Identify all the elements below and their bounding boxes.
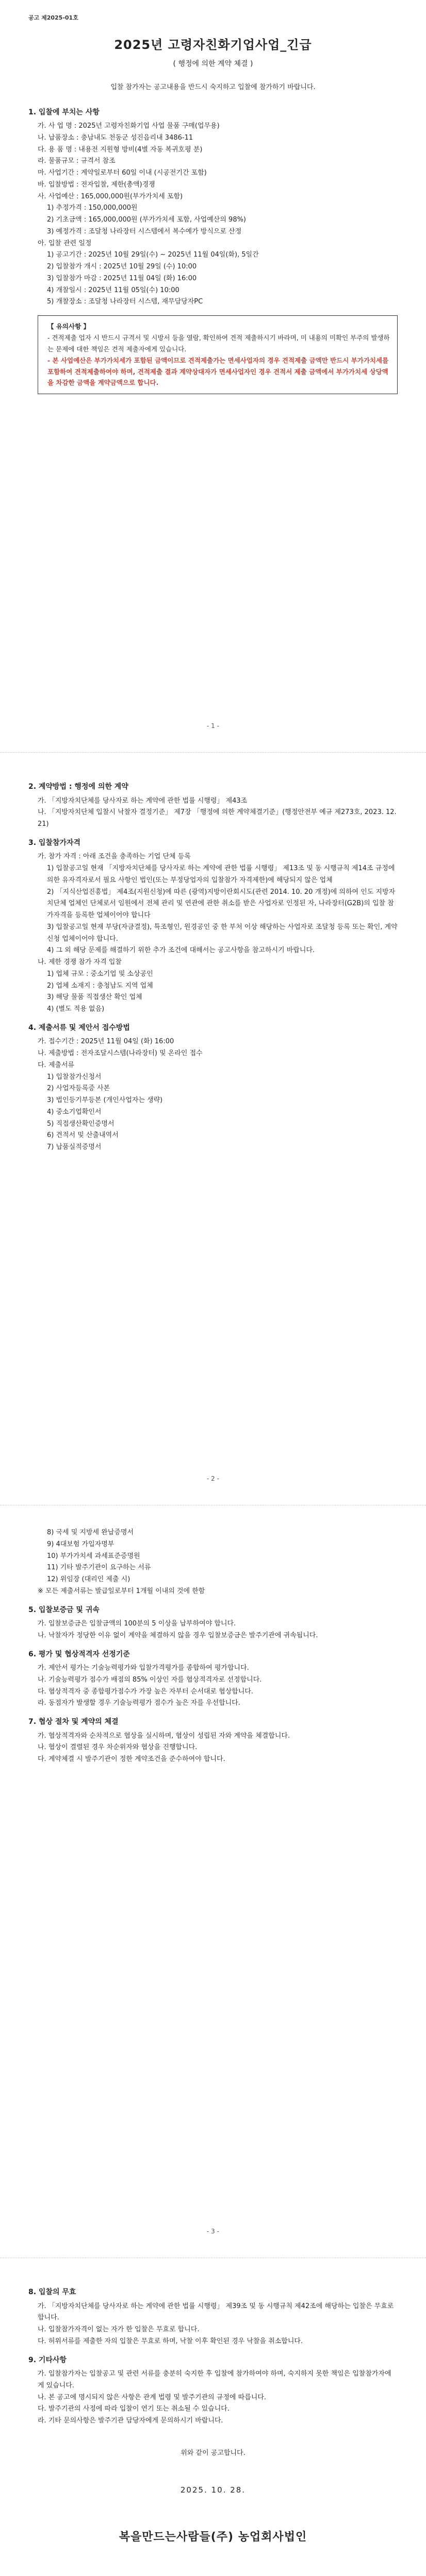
list-item: 사. 사업예산 : 165,000,000원(부가가치세 포함) — [38, 192, 183, 200]
section-title: 6. 평가 및 협상적격자 선정기준 — [28, 1650, 130, 1658]
list-item: 3) 해당 물품 직접생산 확인 업체 — [47, 993, 142, 1002]
list-item: 바. 입찰방법 : 전자입찰, 제한(총액)경쟁 — [38, 180, 155, 189]
list-item: 4) 중소기업확인서 — [47, 1108, 102, 1116]
closing-text: 위와 같이 공고합니다. — [181, 2449, 245, 2457]
list-item: 가. 참가 자격 : 아래 조건을 충족하는 기업 단체 등록 — [38, 853, 191, 861]
list-item: 4) 개찰일시 : 2025년 11월 05일(수) 10:00 — [47, 286, 179, 294]
list-item: 가. 협상적격자와 순차적으로 협상을 실시하며, 협상이 성립된 자와 계약을 체결합니다. — [38, 1732, 290, 1740]
list-item: 가. 사 업 명 : 2025년 고령자친화기업 사업 물품 구매(업무용) — [38, 122, 220, 130]
list-item: 라. 물품규모 : 규격서 참조 — [38, 157, 116, 165]
list-item: 5) 개찰장소 : 조달청 나라장터 시스템, 재무담당자PC — [47, 298, 203, 306]
page-4 — [0, 2258, 426, 2576]
list-item: 나. 납품장소 : 충남내도 천동군 성진읍리내 3486-11 — [38, 133, 193, 142]
list-item: 4) 그 외 해당 문제를 해결하기 위한 추가 조건에 대해서는 공고사항을 참고하시기 바랍니다. — [47, 946, 315, 955]
list-item: 8) 국세 및 지방세 완납증명서 — [47, 1529, 134, 1536]
list-item: 다. 제출서류 — [38, 1061, 75, 1069]
list-item: 7) 납품실적증명서 — [47, 1143, 102, 1151]
list-item: 3) 입찰참가 마감 : 2025년 11월 04일 (화) 16:00 — [47, 274, 197, 282]
intro-text: 입찰 참가자는 공고내용을 반드시 숙지하고 입찰에 참가하기 바랍니다. — [110, 83, 316, 91]
list-item: 나. 제한 경쟁 참가 자격 입찰 — [38, 958, 122, 966]
organization-name: 복을만드는사람들(주) 농업회사법인 — [119, 2530, 307, 2544]
list-item: 라. 동점자가 발생할 경우 기술능력평가 점수가 높은 자를 우선합니다. — [38, 1699, 240, 1707]
notice-box — [38, 315, 398, 394]
list-item: 2) 업체 소재지 : 충청남도 지역 업체 — [47, 981, 153, 990]
list-item: 11) 기타 발주기관이 요구하는 서류 — [47, 1564, 151, 1572]
list-item: 2) 사업자등록증 사본 — [47, 1084, 110, 1093]
list-item: 가. 접수기간 : 2025년 11월 04일 (화) 16:00 — [38, 1038, 174, 1046]
list-item: 다. 발주기관의 사정에 따라 입찰이 연기 또는 취소될 수 있습니다. — [38, 2405, 230, 2413]
list-item: 12) 위임장 (대리인 제출 시) — [47, 1575, 130, 1583]
page-2 — [0, 753, 426, 1505]
section-title: 9. 기타사항 — [28, 2355, 67, 2364]
list-item: 나. 본 공고에 명시되지 않은 사항은 관계 법령 및 발주기관의 규정에 따릅니다. — [38, 2393, 267, 2401]
list-item: 다. 용 품 명 : 내용전 지원형 방비(4별 자동 복귀호평 분) — [38, 145, 203, 154]
notice-date: 2025. 10. 28. — [180, 2485, 246, 2495]
section-title: 2. 계약방법 : 행정에 의한 계약 — [28, 783, 128, 791]
list-item: 가. 「지방자치단체를 당사자로 하는 계약에 관한 법률 시행령」 제43조 — [38, 796, 248, 805]
list-item: 아. 입찰 관련 일정 — [38, 239, 92, 247]
section-title: 7. 협상 절차 및 계약의 체결 — [28, 1718, 119, 1726]
notice-box-heading: 【 유의사항 】 — [47, 323, 90, 330]
list-item: 나. 협상이 결렬된 경우 차순위자와 협상을 진행합니다. — [38, 1743, 198, 1752]
document-subtitle: ( 행정에 의한 계약 체결 ) — [173, 60, 253, 69]
section-title: 5. 입찰보증금 및 귀속 — [28, 1605, 100, 1614]
notice-number: 공고 제2025-01호 — [28, 14, 78, 21]
list-item: 9) 4대보험 가입자명부 — [47, 1540, 114, 1548]
notice-box-line: - 본 사업예산은 부가가치세가 포함된 금액이므로 견적제출가는 면세사업자의 경우 견적제출 금액만 반드시 부가가치세를 포함하여 견적제출하여야 하며, 견적제출 결과 계약상대자가 면세사업자인 경우 견적서 제출 금액에서 부가가치세 상당액을 차감한 금액을 계약금액으로 합니다. — [47, 356, 389, 387]
list-item: 5) 직접생산확인증명서 — [47, 1120, 114, 1128]
document-title: 2025년 고령자친화기업사업_긴급 — [114, 38, 312, 53]
list-item: 1) 공고기간 : 2025년 10월 29일(수) ~ 2025년 11월 04일(화), 5일간 — [47, 251, 259, 259]
list-item: 가. 입찰참가자는 입찰공고 및 관련 서류를 충분히 숙지한 후 입찰에 참가하여야 하며, 숙지하지 못한 책임은 입찰참가자에게 있습니다. — [38, 2370, 391, 2389]
list-item: 3) 예정가격 : 조달청 나라장터 시스템에서 복수예가 방식으로 산정 — [47, 227, 242, 235]
page-1 — [0, 0, 426, 753]
list-item: 다. 허위서류를 제출한 자의 입찰은 무효로 하며, 낙찰 이후 확인된 경우 낙찰을 취소합니다. — [38, 2337, 303, 2345]
list-item: 나. 입찰참가자격이 없는 자가 한 입찰은 무효로 합니다. — [38, 2326, 200, 2333]
list-item: 나. 「지방자치단체 입찰시 낙찰자 결정기준」 제7장 「행정에 의한 계약체결기준」(행정안전부 예규 제273호, 2023. 12. 21) — [38, 808, 397, 828]
list-item: 나. 제출방법 : 전자조달시스템(나라장터) 및 온라인 접수 — [38, 1049, 203, 1057]
list-item: 나. 기술능력평가 점수가 배점의 85% 이상인 자를 협상적격자로 선정합니다. — [38, 1675, 262, 1684]
list-item: 6) 견적서 및 산출내역서 — [47, 1131, 119, 1140]
list-item: 3) 입찰공고일 현재 부당(자금결정), 특조형인, 원경공인 중 한 부처 이상 해당하는 사업자로 조달청 등록 또는 확인, 계약 신청 업체이어야 합니다. — [47, 923, 398, 943]
list-item: 1) 추정가격 : 150,000,000원 — [47, 204, 138, 212]
list-item: 다. 협상적격자 중 종합평가점수가 가장 높은 자부터 순서대로 협상합니다. — [38, 1687, 254, 1696]
page-number: - 3 - — [207, 2228, 219, 2235]
page-3 — [0, 1505, 426, 2258]
page-number: - 1 - — [207, 722, 219, 730]
remark-text: ※ 모든 제출서류는 발급일로부터 1개월 이내의 것에 한함 — [38, 1587, 205, 1595]
section-title: 1. 입찰에 부치는 사항 — [28, 108, 100, 116]
list-item: 라. 기타 문의사항은 발주기관 담당자에게 문의하시기 바랍니다. — [38, 2417, 223, 2425]
list-item: 마. 사업기간 : 계약일로부터 60일 이내 (시공전기간 포함) — [38, 169, 207, 177]
list-item: 2) 입찰참가 개시 : 2025년 10월 29일 (수) 10:00 — [47, 263, 197, 270]
page-number: - 2 - — [207, 1475, 219, 1482]
list-item: 가. 「지방자치단체를 당사자로 하는 계약에 관한 법률 시행령」 제39조 및 동 시행규칙 제42조에 해당하는 입찰은 무효로 합니다. — [38, 2302, 394, 2322]
list-item: 2) 기초금액 : 165,000,000원 (부가가치세 포함, 사업예산의 98%) — [47, 216, 247, 224]
section-title: 3. 입찰참가자격 — [28, 838, 81, 847]
section-title: 8. 입찰의 무효 — [28, 2288, 76, 2296]
list-item: 2) 「지식산업진흥법」 제4조(지원신청)에 따른 (광역)지방이란회시도(관련 2014. 10. 20 개정)에 의하여 인도 지방자치단체 업체인 단체로서 임원에서 전체 관리 및 연관에 관한 취소를 받은 사업자로 인정된 자, 나라장터(G2B)의 입찰 참가자격을 등록한 업체이어야 합니다 — [47, 888, 396, 919]
list-item: 3) 법인등기부등본 (개인사업자는 생략) — [47, 1096, 163, 1104]
list-item: 1) 입찰공고일 현재 「지방자치단체를 당사자로 하는 계약에 관한 법률 시행령」 제13조 및 동 시행규칙 제14조 규정에 의한 유자격자로서 필요 사항인 법인(또는 부정당업자의 입찰참가 자격제한)에 해당되지 않은 업체 — [47, 865, 395, 884]
list-item: 나. 낙찰자가 정당한 이유 없이 계약을 체결하지 않을 경우 입찰보증금은 발주기관에 귀속됩니다. — [38, 1631, 318, 1639]
list-item: 1) 업체 규모 : 중소기업 및 소상공인 — [47, 970, 153, 978]
notice-box-line: - 견적제출 업자 시 반드시 규격서 및 시방서 등을 열람, 확인하여 견적 제출하시기 바라며, 미 내용의 미확인 부주의 발생하는 문제에 대한 책임은 견적 제출자에게 있습니다. — [47, 333, 390, 353]
list-item: 가. 입찰보증금은 입찰금액의 100분의 5 이상을 납부하여야 합니다. — [38, 1620, 236, 1628]
section-title: 4. 제출서류 및 제안서 접수방법 — [28, 1023, 130, 1032]
list-item: 가. 제안서 평가는 기술능력평가와 입찰가격평가를 종합하여 평가합니다. — [38, 1664, 249, 1672]
list-item: 10) 부가가치세 과세표준증명원 — [47, 1552, 140, 1560]
list-item: 4) (별도 적용 없음) — [47, 1005, 105, 1013]
list-item: 1) 입찰참가신청서 — [47, 1073, 102, 1081]
list-item: 다. 계약체결 시 발주기관이 정한 계약조건을 준수하여야 합니다. — [38, 1755, 225, 1763]
